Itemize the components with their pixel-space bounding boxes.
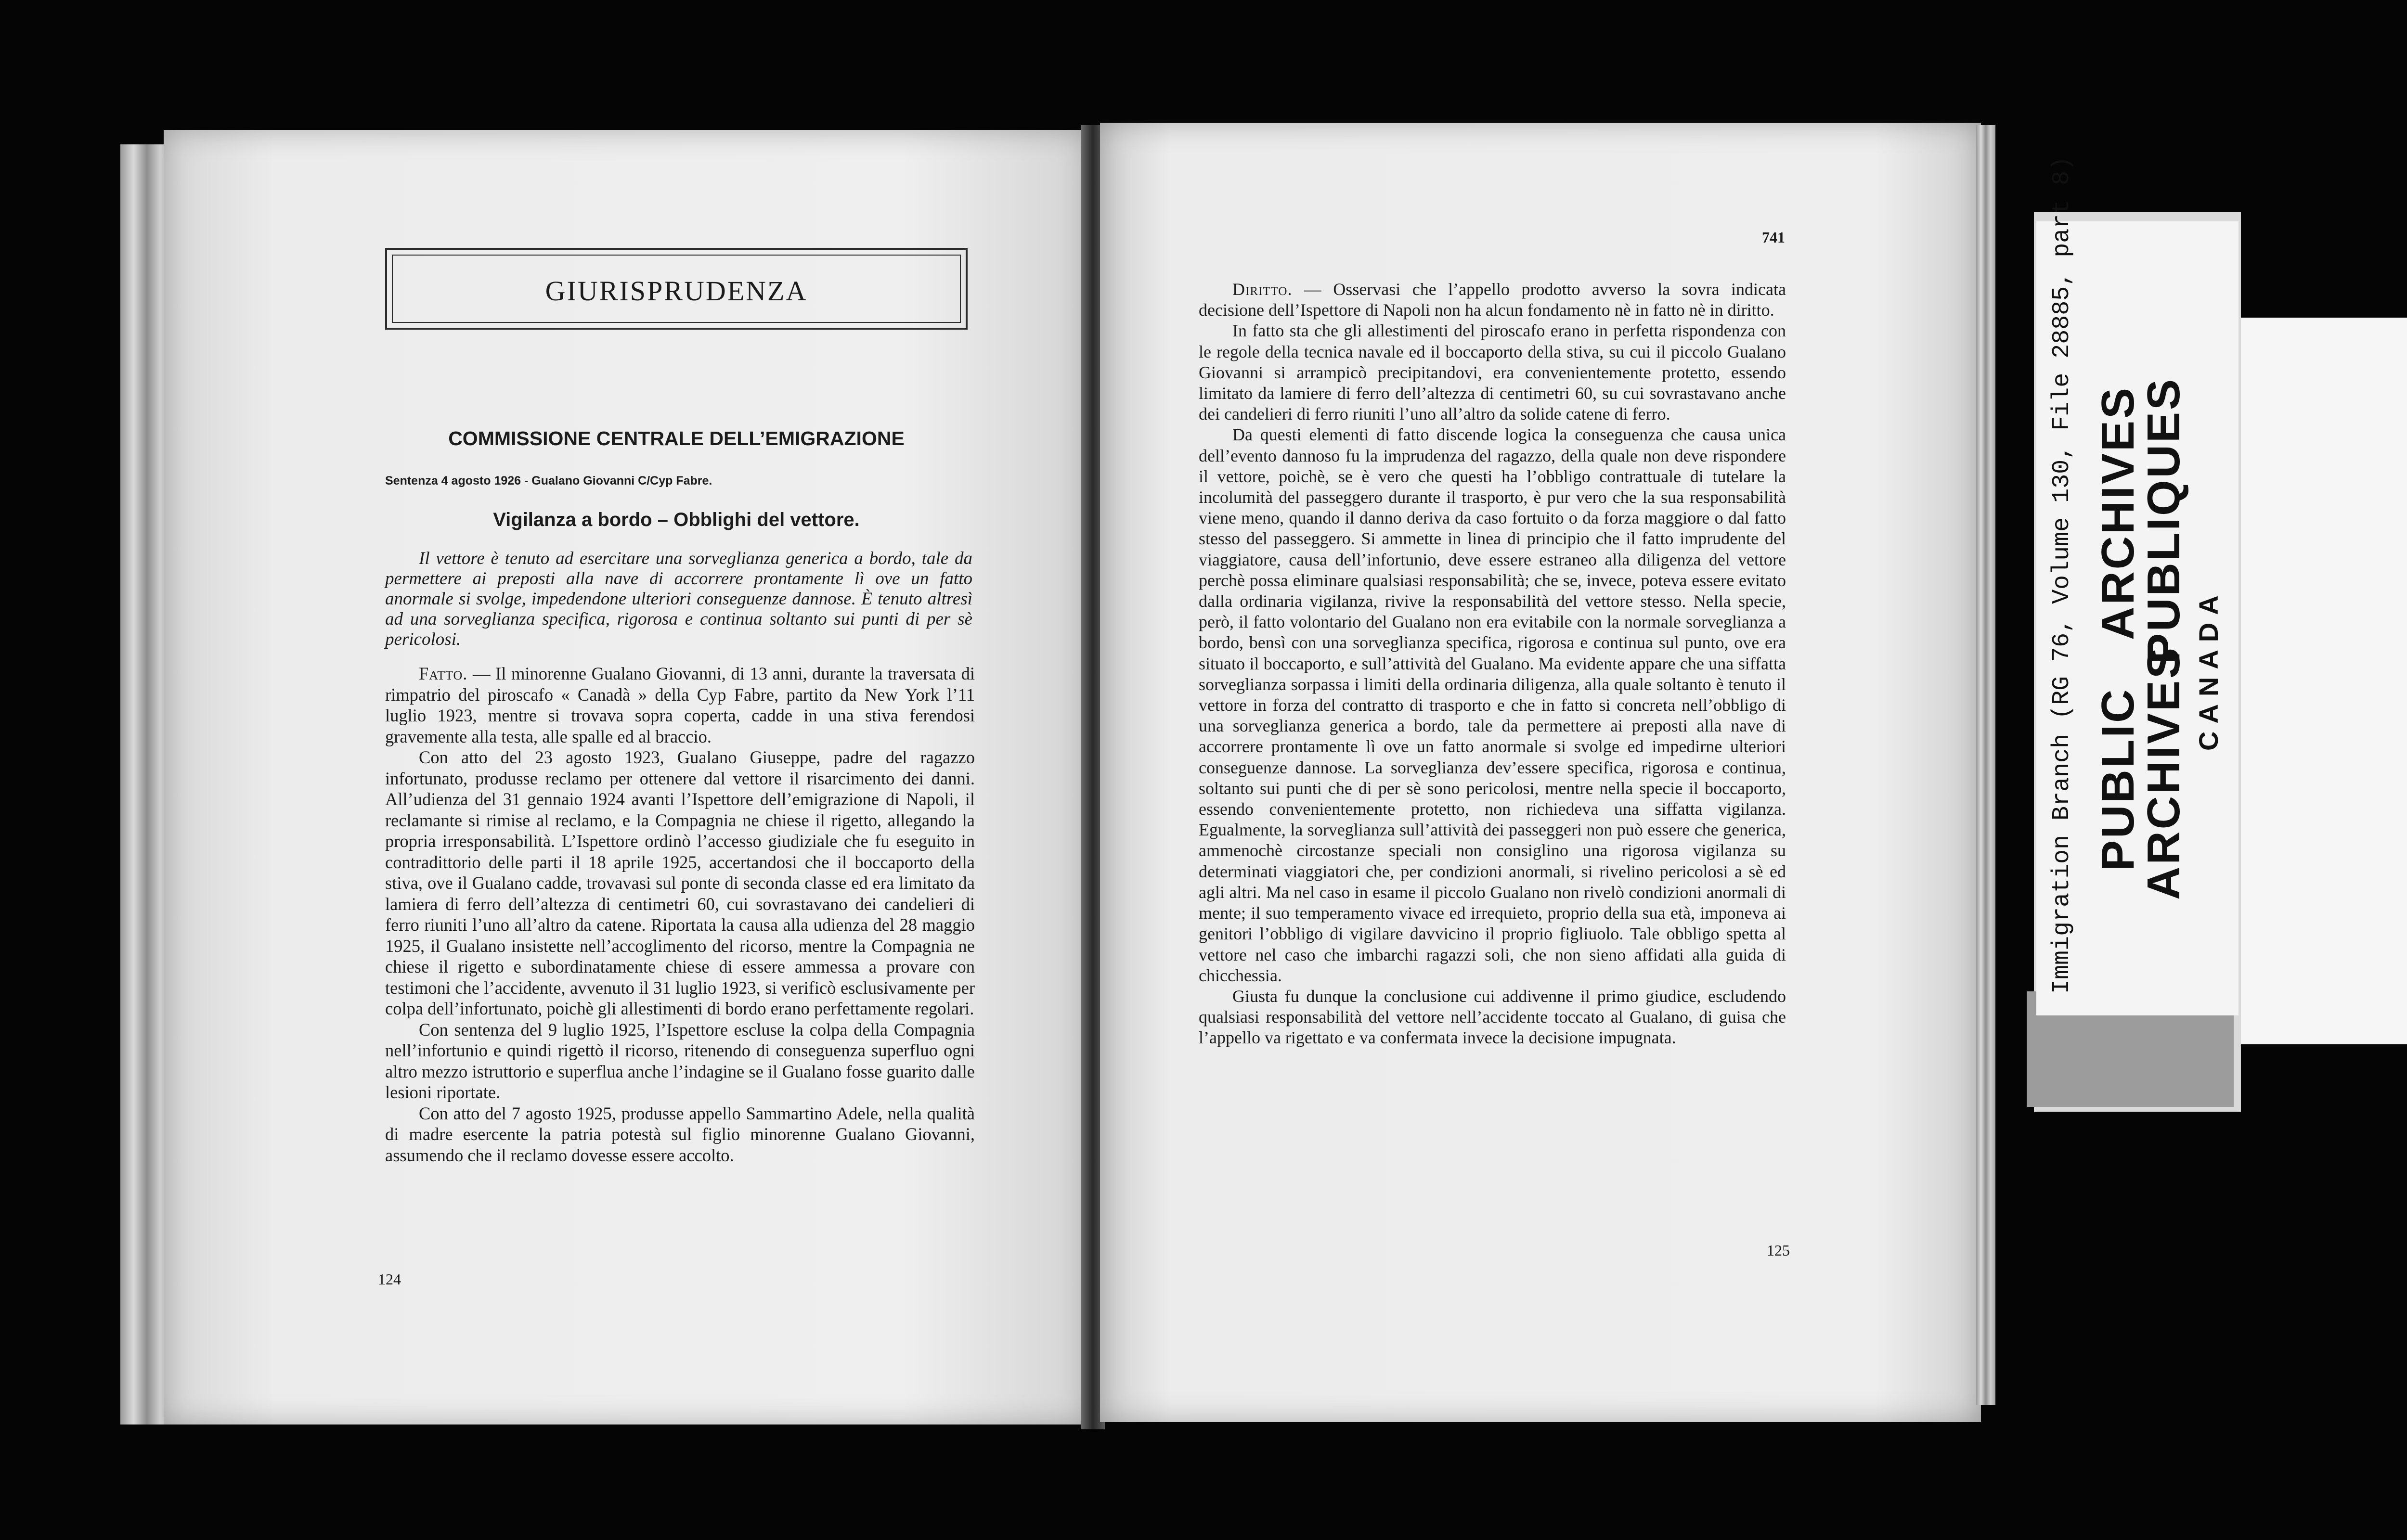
right-top-number: 741 <box>1762 229 1785 246</box>
archive-reference: Immigration Branch (RG 76, Volume 130, File 28885, part 8) <box>2048 156 2076 994</box>
section-title: GIURISPRUDENZA <box>545 275 808 307</box>
commission-heading: COMMISSIONE CENTRALE DELL’EMIGRAZIONE <box>448 427 905 449</box>
fatto-paragraph <box>385 663 975 747</box>
right-body <box>1199 279 1786 1049</box>
fatto-text: — Il minorenne Gualano Giovanni, di 13 anni, durante la traversata di rimpatrio del piroscafo « Canadà » della Cyp Fabre, partito da New York l’11 luglio 1923, mentre si trovava sopra coperta, cadde in una stiva ferendosi gravemente alla testa, alle spalle ed al braccio. <box>385 664 975 746</box>
right-paragraph: In fatto sta che gli allestimenti del piroscafo erano in perfetta rispondenza con le regole della tecnica navale ed il boccaporto della stiva, su cui il piccolo Gualano Giovanni si arrampicò precipitandovi, era convenientemente protetto, essendo limitato da lamiere di ferro dell’altezza di centimetri 60, su cui sovrastavano anche dei candelieri di ferro riuniti l’uno all’altro da solide catene di ferro. <box>1199 321 1786 424</box>
diritto-paragraph <box>1199 279 1786 321</box>
archive-line-fr-1: ARCHIVES <box>2138 645 2189 900</box>
case-subject: Vigilanza a bordo – Obblighi del vettore. <box>493 509 860 530</box>
left-paragraph: Con sentenza del 9 luglio 1925, l’Ispettore escluse la colpa della Compagnia nell’infortunio e quindi rigettò il ricorso, ritenendo di conseguenza superfluo ogni altro mezzo istruttorio e superflua anche l’indagine se il Gualano fosse guarito dalle lesioni riportate. <box>385 1019 975 1102</box>
sentence-reference: Sentenza 4 agosto 1926 - Gualano Giovanni C/Cyp Fabre. <box>385 474 712 488</box>
section-title-box <box>385 248 968 330</box>
right-page-edge <box>1976 125 1995 1405</box>
diritto-label: Diritto. <box>1232 280 1293 299</box>
left-paragraph: Con atto del 23 agosto 1923, Gualano Giuseppe, padre del ragazzo infortunato, produsse reclamo per ottenere dal vettore il risarcimento dei danni. All’udienza del 31 gennaio 1924 avanti l’Ispettore dell’emigrazione di Napoli, il reclamante si rimise al reclamo, e la Compagnia ne chiese il rigetto, allegando la propria irresponsabilità. L’Ispettore ordinò l’accesso giudiziale che fu eseguito in contradittorio delle parti il 18 aprile 1925, accertandosi che il boccaporto della stiva, ove il Gualano cadde, trovavasi sul ponte di seconda classe ed era limitato da lamiera di ferro dell’altezza di centimetri 60, cui sovrastavano dei candelieri di ferro riuniti l’uno all’altro da catene. Riportata la causa alla udienza del 28 maggio 1925, il Gualano insistette nell’accoglimento del ricorso, mentre la Compagnia ne chiese il rigetto e subordinatamente chiese di essere ammessa a provare con testimoni che l’accidente, avvenuto il 31 luglio 1923, si verificò esclusivamente per colpa dell’infortunato, poichè gli allestimenti di bordo erano perfettamente regolari. <box>385 747 975 1018</box>
diritto-text: — Osservasi che l’appello prodotto avverso la sovra indicata decisione dell’Ispettore di Napoli non ha alcun fondamento nè in fatto nè in diritto. <box>1199 280 1786 320</box>
archive-label-blank-card <box>2241 318 2407 1044</box>
left-paragraph: Con atto del 7 agosto 1925, produsse appello Sammartino Adele, nella qualità di madre esercente la patria potestà sul figlio minorenne Gualano Giovanni, assumendo che il reclamo dovesse essere accolto. <box>385 1103 975 1165</box>
case-summary-text: Il vettore è tenuto ad esercitare una sorveglianza generica a bordo, tale da permettere ai preposti alla nave di accorrere prontamente lì ove un fatto anormale si svolge, impedendone ulteriori conseguenze dannose. È tenuto altresì ad una sorveglianza specifica, rigorosa e continua soltanto sui punti di per sè pericolosi. <box>385 549 972 649</box>
case-summary <box>385 549 972 650</box>
archive-line-en-1: PUBLIC <box>2092 687 2144 871</box>
left-body <box>385 663 975 1166</box>
right-paragraph: Da questi elementi di fatto discende logica la conseguenza che causa unica dell’evento dannoso fu la imprudenza del ragazzo, della quale non deve rispondere il vettore, poichè, se è vero che questi ha l’obbligo contrattuale di tutelare la incolumità del passeggero durante il trasporto, è pur vero che la sua responsabilità viene meno, quando il danno deriva da caso fortuito o da forza maggiore o dal fatto stesso del passeggero. Si ammette in linea di principio che il fatto imprudente del viaggiatore, causa dell’infortunio, deve essere estraneo alla diligenza del vettore perchè possa eliminare qualsiasi responsabilità; che se, invece, poteva essere evitato dalla ordinaria vigilanza, rivive la responsabilità del vettore stesso. Nella specie, però, il fatto volontario del Gualano non era evitabile con la normale sorveglianza a bordo, bensì con una sorveglianza specifica, rigorosa e continua sul punto, ove era situato il boccaporto, e sull’attività del Gualano. Ma evidente appare che una siffatta sorveglianza sorpassa i limiti della ordinaria diligenza, alla quale soltanto è tenuto il vettore in forza del contratto di trasporto e che in fatto si concreta nell’obbligo di una sorveglianza generica a bordo, tale da permettere ai preposti alla nave di accorrere prontamente lì ove un fatto anormale si svolge ed impedirne ulteriori conseguenze dannose. La sorveglianza dev’essere specifica, rigorosa e continua, soltanto sui punti che di per sè sono pericolosi, mentre nella specie il boccaporto, essendo convenientemente protetto, non richiedeva una siffatta vigilanza. Egualmente, la sorveglianza sull’attività dei passeggeri non può essere che generica, ammenochè circostanze speciali non consiglino una rigorosa vigilanza su determinati viaggiatori che, per condizioni anormali, si rivelino pericolosi a sè ed agli altri. Ma nel caso in esame il piccolo Gualano non rivelò condizioni anormali di mente; il suo temperamento vivace ed irrequieto, proprio della sua età, imponeva ai genitori l’obbligo di vigilare davvicino il proprio figliuolo. Tale obbligo spetta al vettore nel caso che imbarchi ragazzi soli, che non sieno affidati alla guida di chicchessia. <box>1199 425 1786 985</box>
left-page-number: 124 <box>378 1270 401 1288</box>
archive-line-fr-2: PUBLIQUES <box>2138 377 2189 664</box>
right-page-number: 125 <box>1767 1242 1790 1259</box>
right-paragraph: Giusta fu dunque la conclusione cui addivenne il primo giudice, escludendo qualsiasi responsabilità del vettore nell’accidente toccato al Gualano, di guisa che l’appello va rigettato e va confermata invece la decisione impugnata. <box>1199 986 1786 1048</box>
fatto-label: Fatto. <box>419 664 468 683</box>
archive-line-en-2: ARCHIVES <box>2092 385 2144 640</box>
archive-country: CANADA <box>2193 588 2224 751</box>
